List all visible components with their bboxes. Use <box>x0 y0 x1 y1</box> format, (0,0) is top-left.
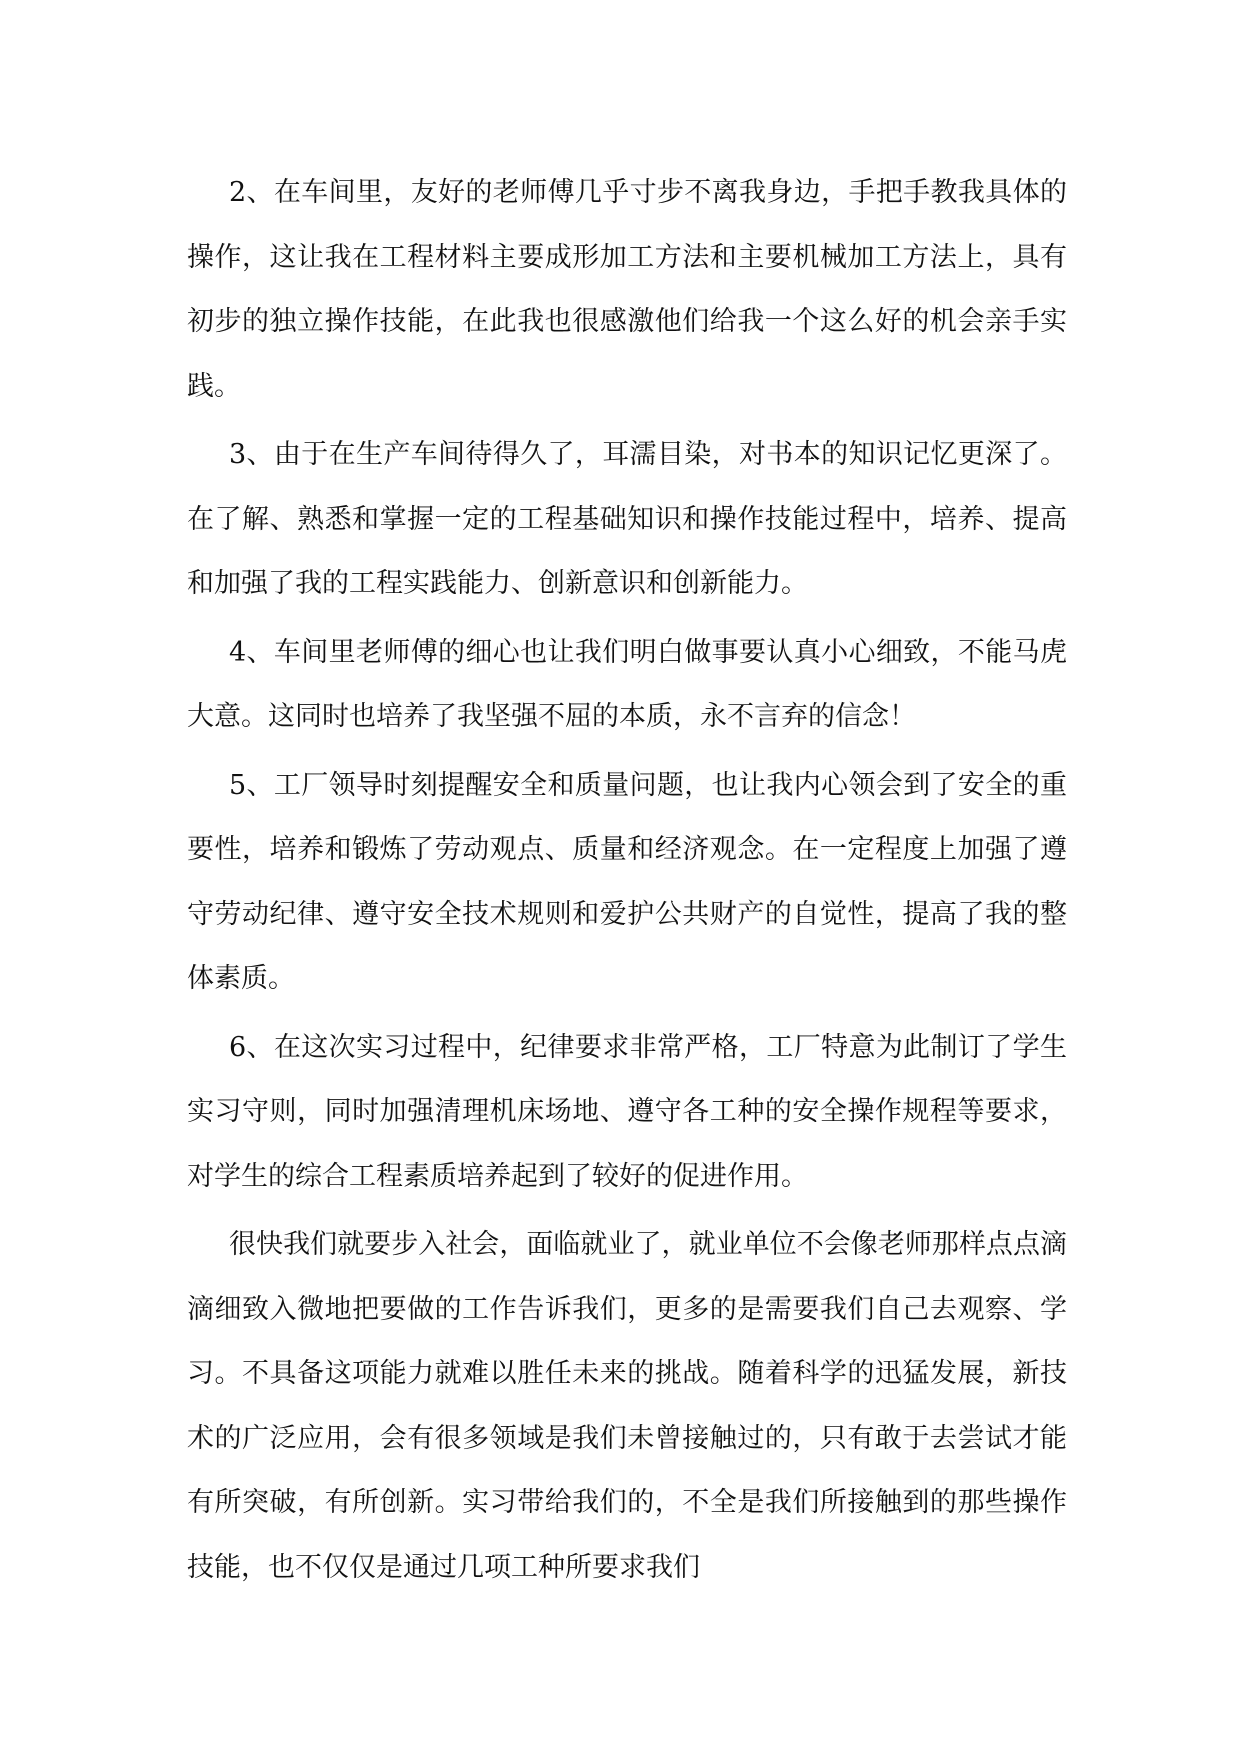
paragraph-item-3: 3、由于在生产车间待得久了，耳濡目染，对书本的知识记忆更深了。在了解、熟悉和掌握一定的工程基础知识和操作技能过程中，培养、提高和加强了我的工程实践能力、创新意识和创新能力。 <box>187 439 1067 599</box>
paragraph-item-2: 2、在车间里，友好的老师傅几乎寸步不离我身边，手把手教我具体的操作，这让我在工程材料主要成形加工方法和主要机械加工方法上，具有初步的独立操作技能，在此我也很感激他们给我一个这么好的机会亲手实践。 <box>187 177 1067 402</box>
document-body <box>187 161 1067 1600</box>
paragraph-item-5: 5、工厂领导时刻提醒安全和质量问题，也让我内心领会到了安全的重要性，培养和锻炼了劳动观点、质量和经济观念。在一定程度上加强了遵守劳动纪律、遵守安全技术规则和爱护公共财产的自觉性，提高了我的整体素质。 <box>187 769 1067 994</box>
paragraph-item-4: 4、车间里老师傅的细心也让我们明白做事要认真小心细致，不能马虎大意。这同时也培养了我坚强不屈的本质，永不言弃的信念！ <box>187 636 1067 732</box>
paragraph-item-6: 6、在这次实习过程中，纪律要求非常严格，工厂特意为此制订了学生实习守则，同时加强清理机床场地、遵守各工种的安全操作规程等要求，对学生的综合工程素质培养起到了较好的促进作用。 <box>187 1031 1067 1192</box>
paragraph-conclusion: 很快我们就要步入社会，面临就业了，就业单位不会像老师那样点点滴滴细致入微地把要做的工作告诉我们，更多的是需要我们自己去观察、学习。不具备这项能力就难以胜任未来的挑战。随着科学的迅猛发展，新技术的广泛应用，会有很多领域是我们未曾接触过的，只有敢于去尝试才能有所突破，有所创新。实习带给我们的，不全是我们所接触到的那些操作技能，也不仅仅是通过几项工种所要求我们 <box>187 1229 1067 1583</box>
